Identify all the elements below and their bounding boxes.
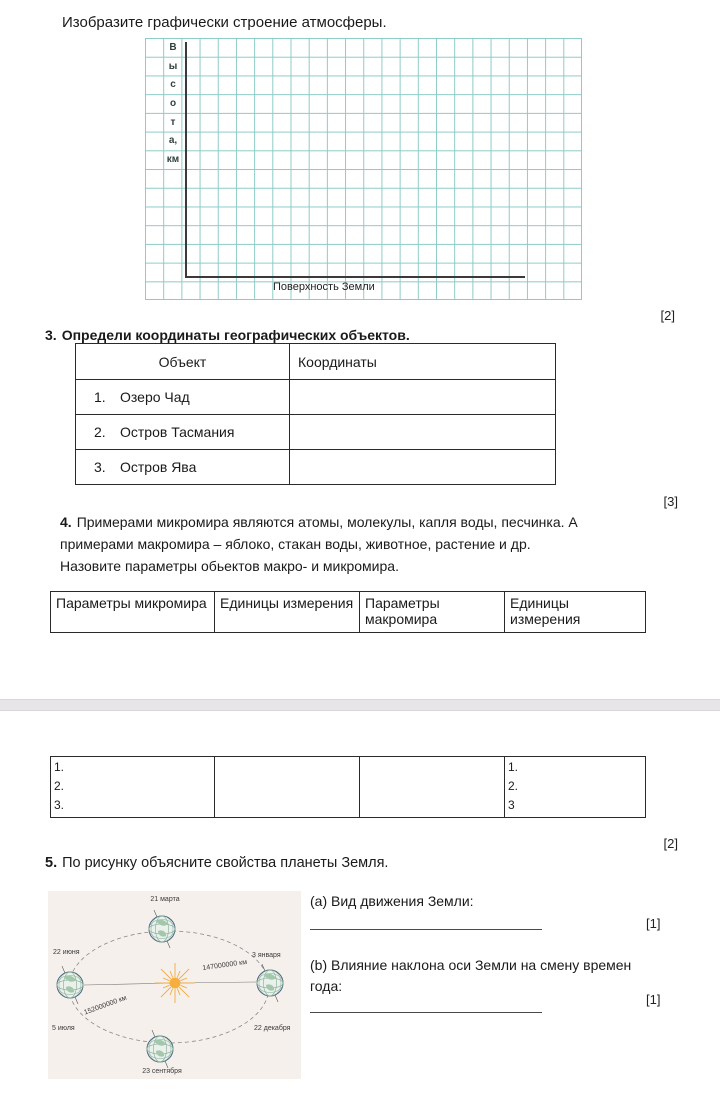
micro-numbers-cell bbox=[51, 757, 215, 817]
date-label-bottom: 23 сентября bbox=[142, 1068, 182, 1075]
task4-line: Примерами микромира являются атомы, молекулы, капля воды, песчинка. А bbox=[76, 514, 578, 530]
table-row bbox=[76, 414, 555, 449]
column-header-coordinates: Координаты bbox=[298, 353, 377, 370]
row-number: 1. bbox=[94, 389, 106, 405]
task4-score: [2] bbox=[663, 836, 678, 851]
task3-heading-text: Определи координаты географических объектов. bbox=[61, 327, 410, 343]
table-row bbox=[76, 379, 555, 414]
question-b-label: (b) Влияние наклона оси Земли на смену времен года: bbox=[310, 957, 632, 994]
task3-score: [3] bbox=[663, 494, 678, 509]
header-units-2-text: Единицы измерения bbox=[510, 595, 581, 627]
object-cell bbox=[76, 380, 290, 414]
list-number: 3. bbox=[54, 798, 65, 812]
macro-numbers-cell bbox=[505, 757, 645, 817]
row-number: 2. bbox=[94, 424, 106, 440]
axis-letter: а, bbox=[168, 135, 178, 147]
list-number: 2. bbox=[508, 779, 519, 793]
task2-score: [2] bbox=[660, 308, 675, 323]
object-name: Озеро Чад bbox=[120, 389, 190, 405]
list-number: 3 bbox=[508, 798, 515, 812]
column-header-object: Объект bbox=[76, 344, 290, 379]
task5-heading-text: По рисунку объясните свойства планеты Земля. bbox=[62, 855, 389, 871]
empty-cell bbox=[215, 757, 360, 817]
task4-line: Назовите параметры обьектов макро- и микромира. bbox=[60, 558, 399, 574]
question-b-score: [1] bbox=[646, 992, 661, 1007]
object-cell bbox=[76, 415, 290, 449]
sun-icon bbox=[170, 978, 181, 989]
empty-cell bbox=[290, 380, 555, 414]
header-units-1: Единицы измерения bbox=[215, 592, 360, 632]
row-number: 3. bbox=[94, 459, 106, 475]
task4-text bbox=[60, 511, 578, 577]
header-macro-params bbox=[360, 592, 505, 632]
question-a-score: [1] bbox=[646, 916, 661, 931]
date-label-bottom-left: 5 июля bbox=[52, 1025, 75, 1032]
question-a-label: (a) Вид движения Земли: bbox=[310, 893, 474, 909]
object-name: Остров Тасмания bbox=[120, 424, 235, 440]
table-row bbox=[76, 449, 555, 484]
axis-letter: ы bbox=[168, 60, 178, 72]
task4-number: 4. bbox=[60, 514, 72, 530]
earth-orbit-diagram bbox=[48, 891, 301, 1079]
task4-line: примерами макромира – яблоко, стакан воды, животное, растение и др. bbox=[60, 536, 531, 552]
list-number: 1. bbox=[508, 760, 519, 774]
distance-label-left: 152000000 км bbox=[83, 994, 128, 1017]
surface-label: Поверхность Земли bbox=[273, 281, 375, 293]
coordinates-table bbox=[75, 343, 556, 485]
task3-heading bbox=[45, 327, 410, 343]
y-axis-letters bbox=[165, 38, 181, 169]
date-label-bottom-right: 22 декабря bbox=[254, 1025, 291, 1032]
list-number: 2. bbox=[54, 779, 65, 793]
empty-cell bbox=[360, 757, 505, 817]
date-label-left: 22 июня bbox=[53, 949, 80, 956]
header-micro-params: Параметры микромира bbox=[51, 592, 215, 632]
task3-number: 3. bbox=[45, 327, 57, 343]
date-label-right: 3 января bbox=[252, 952, 281, 959]
vertical-axis-line bbox=[185, 42, 187, 277]
parameters-table-rows bbox=[50, 756, 646, 818]
task5-heading bbox=[45, 855, 388, 871]
list-number: 1. bbox=[54, 760, 65, 774]
header-macro-params-text: Параметры макромира bbox=[365, 595, 440, 627]
task5-number: 5. bbox=[45, 855, 58, 871]
horizontal-axis-line bbox=[185, 276, 525, 278]
empty-cell bbox=[290, 450, 555, 484]
header-units-2 bbox=[505, 592, 645, 632]
axis-letter: В bbox=[169, 41, 177, 53]
atmosphere-grid-chart bbox=[145, 38, 582, 300]
object-cell bbox=[76, 450, 290, 484]
empty-cell bbox=[290, 415, 555, 449]
parameters-table-header bbox=[50, 591, 646, 633]
object-name: Остров Ява bbox=[120, 459, 197, 475]
task2-prompt: Изобразите графически строение атмосферы. bbox=[62, 14, 387, 31]
axis-letter: км bbox=[166, 154, 180, 166]
date-label-top: 21 марта bbox=[150, 896, 180, 903]
answer-blank-b bbox=[310, 1012, 542, 1013]
axis-letter: о bbox=[169, 98, 177, 110]
answer-blank-a bbox=[310, 929, 542, 930]
axis-letter: т bbox=[170, 116, 176, 128]
page-break-band bbox=[0, 699, 720, 711]
distance-label-right: 147000000 км bbox=[202, 958, 248, 973]
axis-letter: с bbox=[170, 79, 176, 91]
table-header-row bbox=[76, 344, 555, 379]
